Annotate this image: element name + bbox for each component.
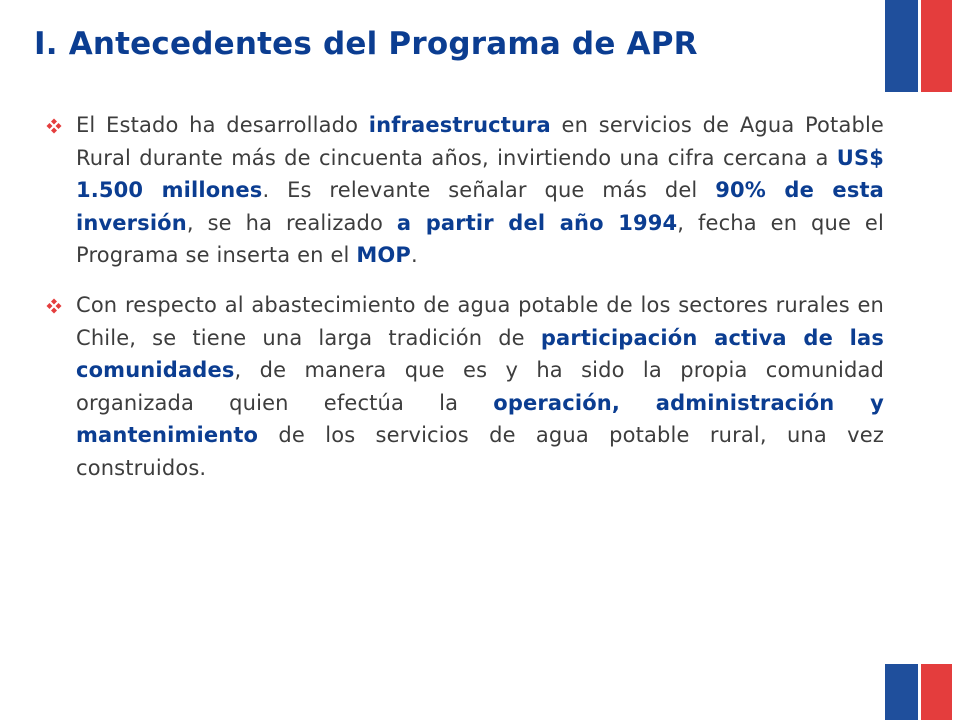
text-segment: Con respecto al abastecimiento de agua potable de los sectores rurales en Chile, se tiene una larga tradición de: [76, 292, 884, 350]
text-segment: , se ha realizado: [186, 210, 397, 235]
bullet-item: [46, 289, 884, 485]
bullet-text: [76, 289, 884, 485]
diamond-bullet-icon: [46, 289, 76, 318]
text-segment: , de manera que es y ha sido la propia comunidad organizada quien efectúa la: [76, 358, 884, 415]
slide-title: I. Antecedentes del Programa de APR: [34, 26, 698, 62]
flag-red-stripe: [921, 0, 952, 92]
text-segment: en servicios de Agua Potable Rural durante más de cincuenta años, invirtiendo una cifra cercana a: [76, 113, 884, 170]
text-segment: .: [410, 243, 418, 268]
flag-blue-stripe: [885, 664, 918, 720]
flag-stripes-top: [885, 0, 952, 92]
bullet-text: [76, 109, 884, 272]
text-segment: El Estado ha desarrollado: [76, 113, 369, 137]
bold-text: operación, administración y mantenimiento: [76, 390, 884, 448]
bullet-item: [46, 109, 884, 272]
text-segment: . Es relevante señalar que más del: [262, 178, 716, 203]
bold-text: US$ 1.500 millones: [76, 145, 884, 203]
bold-text: infraestructura: [368, 113, 551, 137]
flag-red-stripe: [921, 664, 952, 720]
flag-stripes-bottom: [885, 664, 952, 720]
bullet-list: [46, 109, 884, 502]
text-segment: , fecha en que el Programa se inserta en el: [76, 210, 884, 268]
bold-text: participación activa de las comunidades: [76, 325, 884, 383]
flag-blue-stripe: [885, 0, 918, 92]
text-segment: de los servicios de agua potable rural, una vez construidos.: [76, 423, 884, 480]
bold-text: a partir del año 1994: [396, 210, 678, 235]
diamond-bullet-icon: [46, 109, 76, 138]
bold-text: MOP: [356, 243, 411, 268]
bold-text: 90% de esta inversión: [76, 178, 884, 235]
